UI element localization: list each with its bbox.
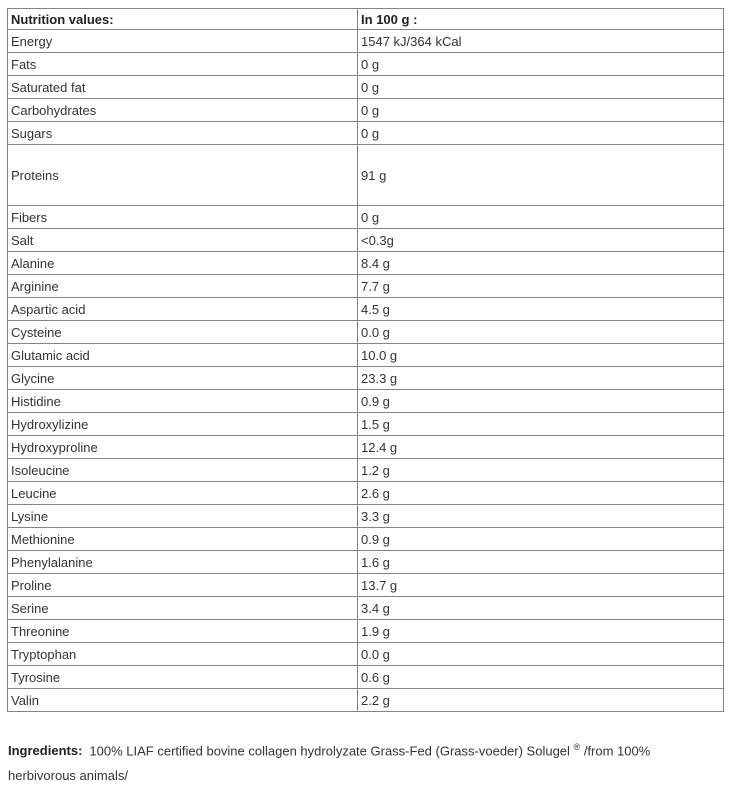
nutrient-label: Aspartic acid [8, 298, 358, 321]
nutrient-value: 1.6 g [358, 551, 724, 574]
nutrient-value: 0.0 g [358, 643, 724, 666]
nutrient-value: 10.0 g [358, 344, 724, 367]
nutrient-label: Fibers [8, 206, 358, 229]
nutrient-value: 23.3 g [358, 367, 724, 390]
ingredients-label: Ingredients: [8, 743, 83, 759]
table-row [8, 666, 724, 689]
nutrient-value: 7.7 g [358, 275, 724, 298]
nutrient-value: 3.3 g [358, 505, 724, 528]
nutrient-label: Carbohydrates [8, 99, 358, 122]
table-row [8, 689, 724, 712]
nutrient-label: Proline [8, 574, 358, 597]
nutrient-value: 2.6 g [358, 482, 724, 505]
nutrient-value: 3.4 g [358, 597, 724, 620]
nutrient-value: 4.5 g [358, 298, 724, 321]
nutrient-value: 0.9 g [358, 390, 724, 413]
nutrient-label: Proteins [8, 145, 358, 206]
nutrient-value: 8.4 g [358, 252, 724, 275]
ingredients-text-after: /from 100% herbivorous animals/ [8, 743, 651, 784]
registered-trademark-symbol: ® [573, 742, 581, 752]
table-row [8, 482, 724, 505]
nutrient-label: Phenylalanine [8, 551, 358, 574]
table-row [8, 206, 724, 229]
nutrient-label: Alanine [8, 252, 358, 275]
table-row [8, 413, 724, 436]
nutrient-label: Sugars [8, 122, 358, 145]
table-header-row [8, 9, 724, 30]
table-row [8, 528, 724, 551]
nutrient-label: Leucine [8, 482, 358, 505]
nutrient-label: Energy [8, 30, 358, 53]
table-row [8, 321, 724, 344]
table-row [8, 620, 724, 643]
nutrient-label: Threonine [8, 620, 358, 643]
nutrient-label: Tryptophan [8, 643, 358, 666]
per-100g-amount: 100 g [376, 11, 410, 27]
nutrient-label: Cysteine [8, 321, 358, 344]
ingredients [8, 735, 714, 788]
nutrition-values-header: Nutrition values: [8, 9, 358, 30]
nutrient-label: Valin [8, 689, 358, 712]
nutrient-value: 1547 kJ/364 kCal [358, 30, 724, 53]
nutrient-label: Arginine [8, 275, 358, 298]
nutrient-value: 12.4 g [358, 436, 724, 459]
nutrient-value: <0.3g [358, 229, 724, 252]
nutrient-value: 0.6 g [358, 666, 724, 689]
table-row [8, 145, 724, 206]
table-row [8, 505, 724, 528]
table-row [8, 76, 724, 99]
nutrient-value: 1.5 g [358, 413, 724, 436]
nutrient-value: 0 g [358, 122, 724, 145]
ingredients-text: 100% LIAF certified bovine collagen hydrolyzate Grass-Fed (Grass-voeder) Solugel [89, 743, 570, 759]
per-100g-suffix: : [413, 11, 418, 27]
nutrient-label: Salt [8, 229, 358, 252]
nutrient-value: 0 g [358, 76, 724, 99]
nutrient-label: Saturated fat [8, 76, 358, 99]
table-row [8, 252, 724, 275]
table-row [8, 574, 724, 597]
table-row [8, 275, 724, 298]
nutrient-value: 0 g [358, 53, 724, 76]
nutrient-label: Lysine [8, 505, 358, 528]
nutrition-table-body [8, 30, 724, 712]
nutrient-value: 91 g [358, 145, 724, 206]
table-row [8, 390, 724, 413]
nutrient-label: Fats [8, 53, 358, 76]
nutrient-label: Histidine [8, 390, 358, 413]
table-row [8, 99, 724, 122]
nutrient-label: Hydroxylizine [8, 413, 358, 436]
nutrient-label: Isoleucine [8, 459, 358, 482]
table-row [8, 367, 724, 390]
per-100g-prefix: In [361, 11, 373, 27]
table-row [8, 30, 724, 53]
table-row [8, 459, 724, 482]
nutrient-label: Tyrosine [8, 666, 358, 689]
nutrient-value: 1.2 g [358, 459, 724, 482]
nutrient-value: 0 g [358, 206, 724, 229]
table-row [8, 298, 724, 321]
nutrient-label: Methionine [8, 528, 358, 551]
nutrient-value: 0.0 g [358, 321, 724, 344]
nutrient-label: Glutamic acid [8, 344, 358, 367]
nutrient-value: 13.7 g [358, 574, 724, 597]
table-row [8, 436, 724, 459]
table-row [8, 229, 724, 252]
nutrient-label: Serine [8, 597, 358, 620]
table-row [8, 643, 724, 666]
table-row [8, 551, 724, 574]
nutrition-table [7, 8, 724, 712]
table-row [8, 53, 724, 76]
nutrient-value: 0.9 g [358, 528, 724, 551]
nutrient-label: Glycine [8, 367, 358, 390]
table-row [8, 344, 724, 367]
per-100g-header [358, 9, 724, 30]
table-row [8, 597, 724, 620]
nutrient-value: 0 g [358, 99, 724, 122]
nutrient-value: 2.2 g [358, 689, 724, 712]
nutrient-label: Hydroxyproline [8, 436, 358, 459]
nutrient-value: 1.9 g [358, 620, 724, 643]
table-row [8, 122, 724, 145]
